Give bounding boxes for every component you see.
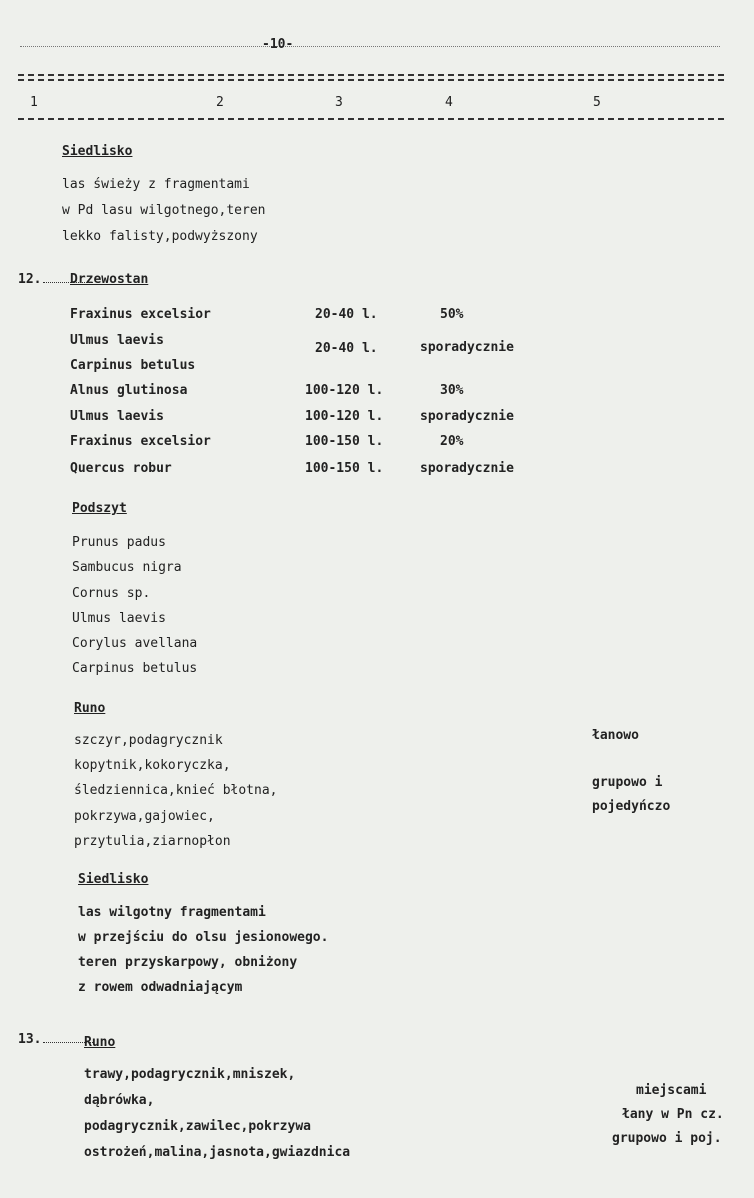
page-number: -10- [262, 37, 294, 52]
text-line: Carpinus betulus [70, 358, 196, 373]
text-line: las wilgotny fragmentami [78, 905, 266, 920]
column-header-3: 3 [335, 95, 343, 110]
text-line: sporadycznie [420, 409, 514, 424]
text-line: Corylus avellana [72, 636, 198, 651]
text-line: 20-40 l. [315, 341, 378, 356]
text-line: kopytnik,kokoryczka, [74, 758, 231, 773]
text-line: teren przyskarpowy, obniżony [78, 955, 298, 970]
text-line: 50% [440, 307, 464, 322]
text-line: łany w Pn cz. [622, 1107, 724, 1122]
text-line: Ulmus laevis [70, 409, 164, 424]
text-line: las świeży z fragmentami [62, 177, 250, 192]
text-line: szczyr,podagrycznik [74, 733, 223, 748]
text-line: dąbrówka, [84, 1093, 155, 1108]
column-header-2: 2 [216, 95, 224, 110]
text-line: w przejściu do olsu jesionowego. [78, 930, 329, 945]
text-line: pojedyńczo [592, 799, 671, 814]
text-line: w Pd lasu wilgotnego,teren [62, 203, 266, 218]
text-line: pokrzywa,gajowiec, [74, 809, 215, 824]
entry-number: 12. [18, 272, 93, 287]
table-top-rule [18, 74, 724, 76]
text-line: miejscami [636, 1083, 707, 1098]
text-line: Siedlisko [62, 144, 133, 159]
text-line: Runo [84, 1035, 116, 1050]
text-line: Prunus padus [72, 535, 166, 550]
text-line: sporadycznie [420, 340, 514, 355]
text-line: 30% [440, 383, 464, 398]
text-line: Ulmus laevis [72, 611, 166, 626]
text-line: 100-120 l. [305, 409, 384, 424]
table-top-rule-2 [18, 79, 724, 81]
text-line: 100-120 l. [305, 383, 384, 398]
text-line: Drzewostan [70, 272, 149, 287]
text-line: Cornus sp. [72, 586, 151, 601]
text-line: Sambucus nigra [72, 560, 182, 575]
column-header-5: 5 [593, 95, 601, 110]
text-line: Fraxinus excelsior [70, 434, 211, 449]
text-line: Podszyt [72, 501, 127, 516]
text-line: trawy,podagrycznik,mniszek, [84, 1067, 296, 1082]
header-bottom-rule [18, 118, 724, 120]
text-line: grupowo i [592, 775, 663, 790]
text-line: Quercus robur [70, 461, 172, 476]
text-line: lekko falisty,podwyższony [62, 229, 258, 244]
text-line: 100-150 l. [305, 461, 384, 476]
text-line: podagrycznik,zawilec,pokrzywa [84, 1119, 311, 1134]
text-line: łanowo [592, 728, 639, 743]
text-line: Carpinus betulus [72, 661, 198, 676]
text-line: przytulia,ziarnopłon [74, 834, 231, 849]
dotted-header-line [20, 46, 720, 47]
text-line: 20-40 l. [315, 307, 378, 322]
text-line: 100-150 l. [305, 434, 384, 449]
column-header-4: 4 [445, 95, 453, 110]
text-line: Siedlisko [78, 872, 149, 887]
text-line: Ulmus laevis [70, 333, 164, 348]
text-line: Fraxinus excelsior [70, 307, 211, 322]
column-header-1: 1 [30, 95, 38, 110]
text-line: grupowo i poj. [612, 1131, 722, 1146]
text-line: Runo [74, 701, 106, 716]
text-line: śledziennica,knieć błotna, [74, 783, 278, 798]
text-line: ostrożeń,malina,jasnota,gwiazdnica [84, 1145, 351, 1160]
text-line: sporadycznie [420, 461, 514, 476]
text-line: z rowem odwadniającym [78, 980, 243, 995]
text-line: Alnus glutinosa [70, 383, 188, 398]
entry-number: 13. [18, 1032, 93, 1047]
text-line: 20% [440, 434, 464, 449]
